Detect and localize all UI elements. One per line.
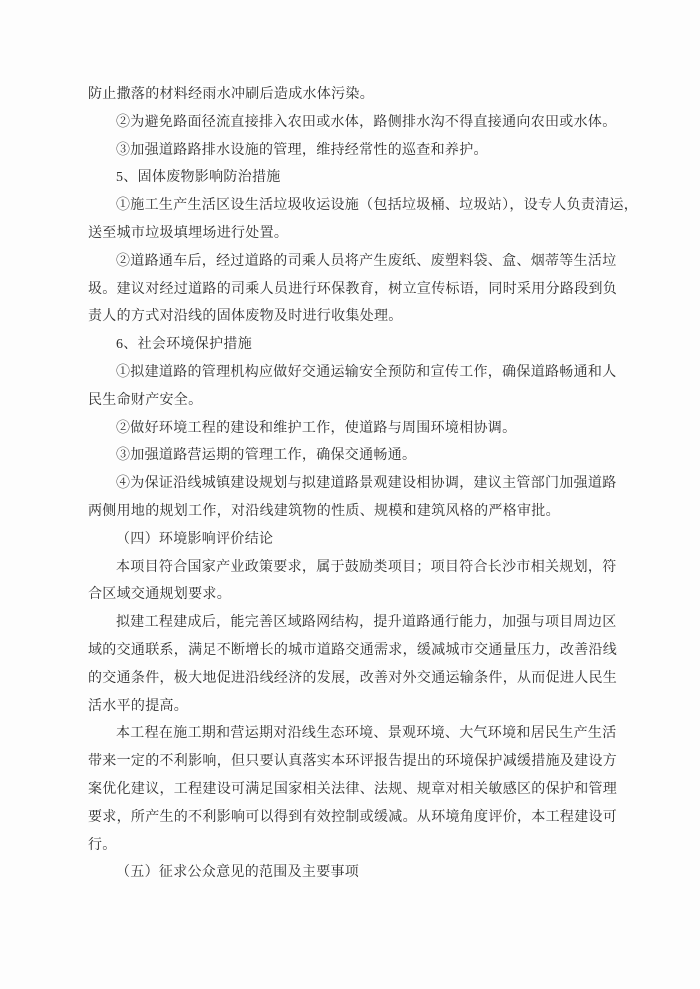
document-line: ②做好环境工程的建设和维护工作，使道路与周围环境相协调。 <box>116 420 517 436</box>
document-line: 带来一定的不利影响，但只要认真落实本环评报告提出的环境保护减缓措施及建设方 <box>88 754 618 770</box>
document-line: 送至城市垃圾填埋场进行处置。 <box>88 225 289 241</box>
document-line: 要求，所产生的不利影响可以得到有效控制或缓减。从环境角度评价，本工程建设可 <box>88 809 618 825</box>
document-line: 拟建工程建成后，能完善区域路网结构，提升道路通行能力，加强与项目周边区 <box>116 615 617 631</box>
text-block <box>88 81 639 887</box>
document-line: 行。 <box>88 837 117 853</box>
document-line: （四）环境影响评价结论 <box>116 531 274 547</box>
document-line: ①施工生产生活区设生活垃圾收运设施（包括垃圾桶、垃圾站），设专人负责清运， <box>116 198 639 214</box>
document-line: ③加强道路营运期的管理工作，确保交通畅通。 <box>116 448 417 464</box>
document-line: 防止撒落的材料经雨水冲刷后造成水体污染。 <box>88 87 374 102</box>
document-line: 两侧用地的规划工作，对沿线建筑物的性质、规模和建筑风格的严格审批。 <box>88 503 560 519</box>
document-line: 的交通条件，极大地促进沿线经济的发展，改善对外交通运输条件，从而促进人民生 <box>88 670 618 686</box>
document-line: 5、固体废物影响防治措施 <box>116 170 281 186</box>
document-line: ③加强道路路排水设施的管理，维持经常性的巡查和养护。 <box>116 142 488 158</box>
document-line: （五）征求公众意见的范围及主要事项 <box>116 865 360 881</box>
document-line: ②为避免路面径流直接排入农田或水体，路侧排水沟不得直接通向农田或水体。 <box>116 114 617 130</box>
document-line: 域的交通联系，满足不断增长的城市道路交通需求，缓减城市交通量压力，改善沿线 <box>88 642 618 658</box>
document-line: ①拟建道路的管理机构应做好交通运输安全预防和宣传工作，确保道路畅通和人 <box>116 364 617 380</box>
document-line: 6、社会环境保护措施 <box>116 337 252 353</box>
document-line: 本工程在施工期和营运期对沿线生态环境、景观环境、大气环境和居民生产生活 <box>116 726 617 742</box>
document-line: 案优化建议，工程建设可满足国家相关法律、法规、规章对相关敏感区的保护和管理 <box>88 781 618 797</box>
document-line: 合区域交通规划要求。 <box>88 587 231 603</box>
document-line: 民生命财产安全。 <box>88 392 203 408</box>
document-line: 本项目符合国家产业政策要求，属于鼓励类项目；项目符合长沙市相关规划，符 <box>116 559 617 575</box>
document-line: 责人的方式对沿线的固体废物及时进行收集处理。 <box>88 309 403 325</box>
document-line: ④为保证沿线城镇建设规划与拟建道路景观建设相协调，建议主管部门加强道路 <box>116 476 617 492</box>
document-line: ②道路通车后，经过道路的司乘人员将产生废纸、废塑料袋、盒、烟蒂等生活垃 <box>116 253 617 269</box>
document-line: 活水平的提高。 <box>88 698 189 714</box>
document-line: 圾。建议对经过道路的司乘人员进行环保教育，树立宣传标语，同时采用分路段到负 <box>88 281 618 297</box>
